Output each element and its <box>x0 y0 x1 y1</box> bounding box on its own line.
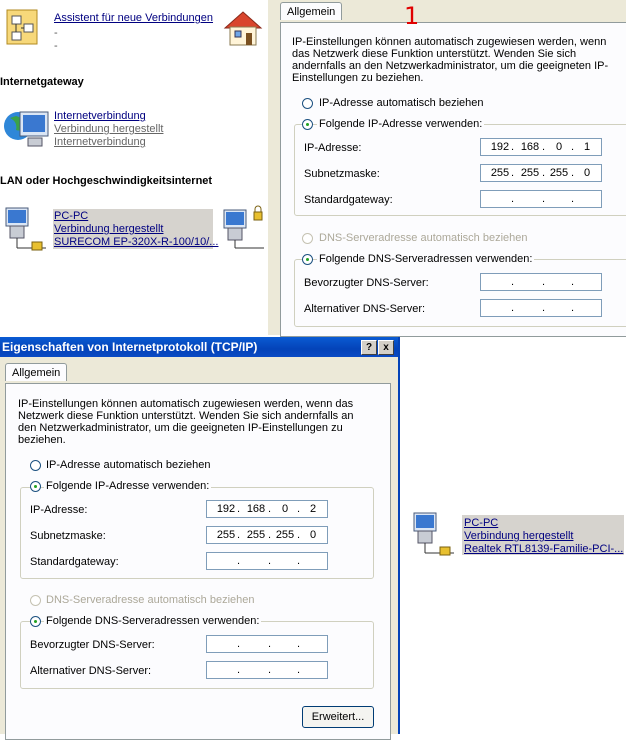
network-connections-panel <box>0 0 268 335</box>
dialog-radio-auto-ip-label: IP-Adresse automatisch beziehen <box>46 459 211 471</box>
top-radio-auto-dns[interactable] <box>302 233 313 244</box>
top-tab-allgemein[interactable]: Allgemein <box>280 2 342 20</box>
help-button[interactable]: ? <box>361 340 377 355</box>
top-dns1-label: Bevorzugter DNS-Server: <box>304 277 429 289</box>
top-mask-field[interactable]: 255 . 255 . 255 . 0 <box>480 164 602 182</box>
dialog-gateway-label: Standardgateway: <box>30 556 119 568</box>
advanced-button[interactable]: Erweitert... <box>302 706 374 728</box>
wizard-link[interactable]: Assistent für neue Verbindungen <box>54 12 214 24</box>
dialog-ip-label: IP-Adresse: <box>30 504 88 516</box>
top-ip-field[interactable]: 192 . 168 . 0 . 1 <box>480 138 602 156</box>
section-lan: LAN oder Hochgeschwindigkeitsinternet <box>0 175 213 187</box>
top-radio-auto-ip-label: IP-Adresse automatisch beziehen <box>319 97 484 109</box>
annotation-number: 1 <box>404 2 420 30</box>
wizard-sub1: - <box>54 27 58 39</box>
lan-connection-name[interactable]: PC-PC <box>54 210 89 222</box>
tcpip-dialog <box>0 337 400 734</box>
dialog-radio-manual-ip-label: Folgende IP-Adresse verwenden: <box>46 480 210 492</box>
top-dns2-label: Alternativer DNS-Server: <box>304 303 426 315</box>
internet-connection-icon[interactable] <box>2 104 52 154</box>
dialog-gateway-field[interactable]: . . . <box>206 552 328 570</box>
top-gateway-field[interactable]: . . . <box>480 190 602 208</box>
dialog-ip-field[interactable]: 192 . 168 . 0 . 2 <box>206 500 328 518</box>
dialog-mask-label: Subnetzmaske: <box>30 530 106 542</box>
dialog-dns1-field[interactable]: . . . <box>206 635 328 653</box>
lan-connection-icon[interactable] <box>2 204 50 252</box>
wizard-sub2: - <box>54 40 58 52</box>
dialog-dns2-field[interactable]: . . . <box>206 661 328 679</box>
top-radio-manual-dns-label: Folgende DNS-Serveradressen verwenden: <box>319 253 533 265</box>
dialog-radio-manual-dns-label: Folgende DNS-Serveradressen verwenden: <box>46 615 260 627</box>
dialog-radio-auto-ip[interactable] <box>30 460 41 471</box>
lan-connection-device: SURECOM EP-320X-R-100/10/... <box>54 236 219 248</box>
internet-connection-name[interactable]: Internetverbindung <box>54 110 146 122</box>
close-button[interactable]: x <box>378 340 394 355</box>
wizard-icon[interactable] <box>4 6 46 50</box>
dialog-titlebar[interactable] <box>0 337 398 357</box>
bottom-connection-status: Verbindung hergestellt <box>464 530 574 542</box>
top-dns1-field[interactable]: . . . <box>480 273 602 291</box>
dialog-dns1-label: Bevorzugter DNS-Server: <box>30 639 155 651</box>
top-radio-auto-ip[interactable] <box>302 98 313 109</box>
lan-connection-firewall-icon[interactable] <box>220 204 266 252</box>
top-dns2-field[interactable]: . . . <box>480 299 602 317</box>
dialog-dns2-label: Alternativer DNS-Server: <box>30 665 152 677</box>
bottom-connection-name[interactable]: PC-PC <box>464 517 499 529</box>
dialog-radio-auto-dns[interactable] <box>30 595 41 606</box>
internet-connection-device: Internetverbindung <box>54 136 146 148</box>
internet-connection-status: Verbindung hergestellt <box>54 123 164 135</box>
dialog-mask-field[interactable]: 255 . 255 . 255 . 0 <box>206 526 328 544</box>
top-tcpip-panel <box>274 0 626 335</box>
top-intro-text: IP-Einstellungen können automatisch zugewiesen werden, wenn das Netzwerk diese Funktion unterstützt. Wenden Sie sich andernfalls an den Netzwerkadministrator, um die geeigneten IP-Einstellungen zu beziehen. <box>292 36 609 84</box>
top-ip-label: IP-Adresse: <box>304 142 362 154</box>
top-mask-label: Subnetzmaske: <box>304 168 380 180</box>
dialog-tab-allgemein[interactable]: Allgemein <box>5 363 67 381</box>
lan-connection-status: Verbindung hergestellt <box>54 223 164 235</box>
dialog-radio-manual-dns[interactable] <box>30 616 41 627</box>
top-radio-manual-ip-label: Folgende IP-Adresse verwenden: <box>319 118 483 130</box>
dialog-title: Eigenschaften von Internetprotokoll (TCP/IP) <box>2 340 258 354</box>
top-radio-manual-dns[interactable] <box>302 254 313 265</box>
section-internetgateway: Internetgateway <box>0 76 84 88</box>
top-gateway-label: Standardgateway: <box>304 194 393 206</box>
bottom-lan-connection-icon[interactable] <box>410 509 458 557</box>
top-radio-manual-ip[interactable] <box>302 119 313 130</box>
dialog-intro-text: IP-Einstellungen können automatisch zugewiesen werden, wenn das Netzwerk diese Funktion unterstützt. Wenden Sie sich andernfalls an den Netzwerkadministrator, um die geeigneten IP-Einstellungen zu beziehen. <box>18 398 354 446</box>
bottom-connection-device: Realtek RTL8139-Familie-PCI-... <box>464 543 624 555</box>
dialog-radio-manual-ip[interactable] <box>30 481 41 492</box>
dialog-radio-auto-dns-label: DNS-Serveradresse automatisch beziehen <box>46 594 255 606</box>
top-radio-auto-dns-label: DNS-Serveradresse automatisch beziehen <box>319 232 528 244</box>
bottom-connection-area <box>400 337 626 734</box>
home-network-icon[interactable] <box>221 6 265 50</box>
